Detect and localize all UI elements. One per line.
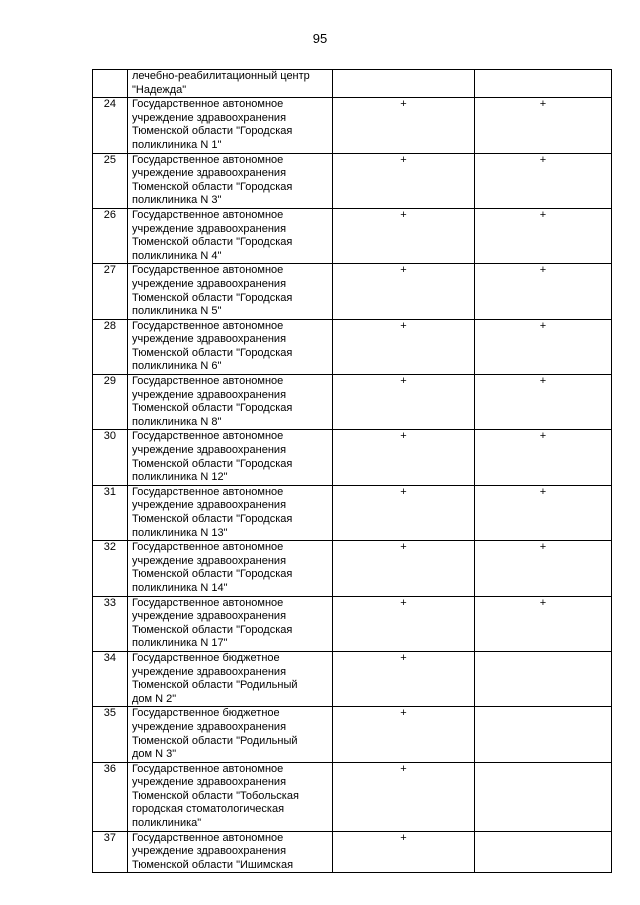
plus-mark: + — [400, 541, 407, 554]
table-row — [93, 375, 612, 430]
row-number: 31 — [93, 485, 128, 540]
mark-cell-first — [333, 762, 475, 831]
mark-cell-first — [333, 651, 475, 706]
institution-name: Государственное автономное учреждение здравоохранения Тюменской области "Тобольская городская стоматологическая поликлиника" — [128, 762, 333, 831]
institutions-table-body — [93, 70, 612, 873]
plus-mark: + — [400, 762, 407, 775]
plus-mark: + — [539, 319, 547, 332]
row-number — [93, 70, 128, 98]
row-number: 30 — [93, 430, 128, 485]
plus-mark: + — [400, 375, 407, 388]
plus-mark: + — [400, 707, 407, 720]
row-number: 24 — [93, 98, 128, 153]
table-row — [93, 651, 612, 706]
plus-mark: + — [539, 208, 547, 221]
plus-mark: + — [400, 98, 407, 111]
mark-cell-second — [475, 485, 612, 540]
mark-cell-second — [475, 98, 612, 153]
institution-name: Государственное автономное учреждение здравоохранения Тюменской области "Городская поликлиника N 3" — [128, 153, 333, 208]
mark-cell-second — [475, 541, 612, 596]
mark-cell-second — [475, 762, 612, 831]
plus-mark: + — [400, 831, 407, 844]
mark-cell-second — [475, 153, 612, 208]
institution-name: Государственное автономное учреждение здравоохранения Тюменской области "Городская поликлиника N 17" — [128, 596, 333, 651]
institution-name: Государственное автономное учреждение здравоохранения Тюменской области "Городская поликлиника N 12" — [128, 430, 333, 485]
plus-mark: + — [539, 264, 547, 277]
mark-cell-first — [333, 430, 475, 485]
mark-cell-second — [475, 208, 612, 263]
table-row — [93, 707, 612, 762]
table-row — [93, 208, 612, 263]
page-number: 95 — [312, 31, 328, 46]
mark-cell-first — [333, 98, 475, 153]
table-row — [93, 762, 612, 831]
row-number: 27 — [93, 264, 128, 319]
table-row — [93, 319, 612, 374]
mark-cell-first — [333, 541, 475, 596]
mark-cell-first — [333, 375, 475, 430]
row-number: 36 — [93, 762, 128, 831]
mark-cell-first — [333, 485, 475, 540]
mark-cell-first — [333, 153, 475, 208]
mark-cell-first — [333, 707, 475, 762]
table-row — [93, 98, 612, 153]
mark-cell-second — [475, 831, 612, 873]
mark-cell-first — [333, 264, 475, 319]
mark-cell-first — [333, 319, 475, 374]
mark-cell-second — [475, 264, 612, 319]
row-number: 26 — [93, 208, 128, 263]
plus-mark: + — [400, 430, 407, 443]
row-number: 34 — [93, 651, 128, 706]
mark-cell-second — [475, 70, 612, 98]
row-number: 29 — [93, 375, 128, 430]
row-number: 35 — [93, 707, 128, 762]
table-row — [93, 541, 612, 596]
table-row — [93, 596, 612, 651]
mark-cell-first — [333, 70, 475, 98]
institution-name: Государственное автономное учреждение здравоохранения Тюменской области "Городская поликлиника N 8" — [128, 375, 333, 430]
institution-name: Государственное бюджетное учреждение здравоохранения Тюменской области "Родильный дом N 2" — [128, 651, 333, 706]
plus-mark: + — [400, 596, 407, 609]
plus-mark: + — [400, 153, 407, 166]
plus-mark: + — [539, 485, 547, 498]
plus-mark: + — [400, 319, 407, 332]
institution-name: Государственное автономное учреждение здравоохранения Тюменской области "Городская поликлиника N 4" — [128, 208, 333, 263]
plus-mark: + — [400, 651, 407, 664]
institution-name: Государственное автономное учреждение здравоохранения Тюменской области "Городская поликлиника N 1" — [128, 98, 333, 153]
mark-cell-first — [333, 831, 475, 873]
plus-mark: + — [539, 153, 547, 166]
table-row — [93, 153, 612, 208]
row-number: 33 — [93, 596, 128, 651]
mark-cell-second — [475, 651, 612, 706]
mark-cell-first — [333, 596, 475, 651]
mark-cell-second — [475, 596, 612, 651]
institution-name: лечебно-реабилитационный центр "Надежда" — [128, 70, 333, 98]
institution-name: Государственное автономное учреждение здравоохранения Тюменской области "Ишимская — [128, 831, 333, 873]
table-row — [93, 264, 612, 319]
institution-name: Государственное автономное учреждение здравоохранения Тюменской области "Городская поликлиника N 13" — [128, 485, 333, 540]
table-row — [93, 831, 612, 873]
plus-mark: + — [400, 208, 407, 221]
mark-cell-second — [475, 375, 612, 430]
mark-cell-second — [475, 707, 612, 762]
mark-cell-second — [475, 319, 612, 374]
plus-mark: + — [539, 541, 547, 554]
plus-mark: + — [400, 485, 407, 498]
plus-mark: + — [539, 430, 547, 443]
mark-cell-second — [475, 430, 612, 485]
row-number: 28 — [93, 319, 128, 374]
plus-mark: + — [539, 596, 547, 609]
table-row — [93, 485, 612, 540]
institution-name: Государственное автономное учреждение здравоохранения Тюменской области "Городская поликлиника N 14" — [128, 541, 333, 596]
institution-name: Государственное автономное учреждение здравоохранения Тюменской области "Городская поликлиника N 5" — [128, 264, 333, 319]
institution-name: Государственное бюджетное учреждение здравоохранения Тюменской области "Родильный дом N 3" — [128, 707, 333, 762]
institution-name: Государственное автономное учреждение здравоохранения Тюменской области "Городская поликлиника N 6" — [128, 319, 333, 374]
row-number: 25 — [93, 153, 128, 208]
mark-cell-first — [333, 208, 475, 263]
row-number: 37 — [93, 831, 128, 873]
row-number: 32 — [93, 541, 128, 596]
institutions-table — [92, 69, 612, 873]
table-row — [93, 70, 612, 98]
plus-mark: + — [539, 98, 547, 111]
plus-mark: + — [400, 264, 407, 277]
plus-mark: + — [539, 375, 547, 388]
table-row — [93, 430, 612, 485]
